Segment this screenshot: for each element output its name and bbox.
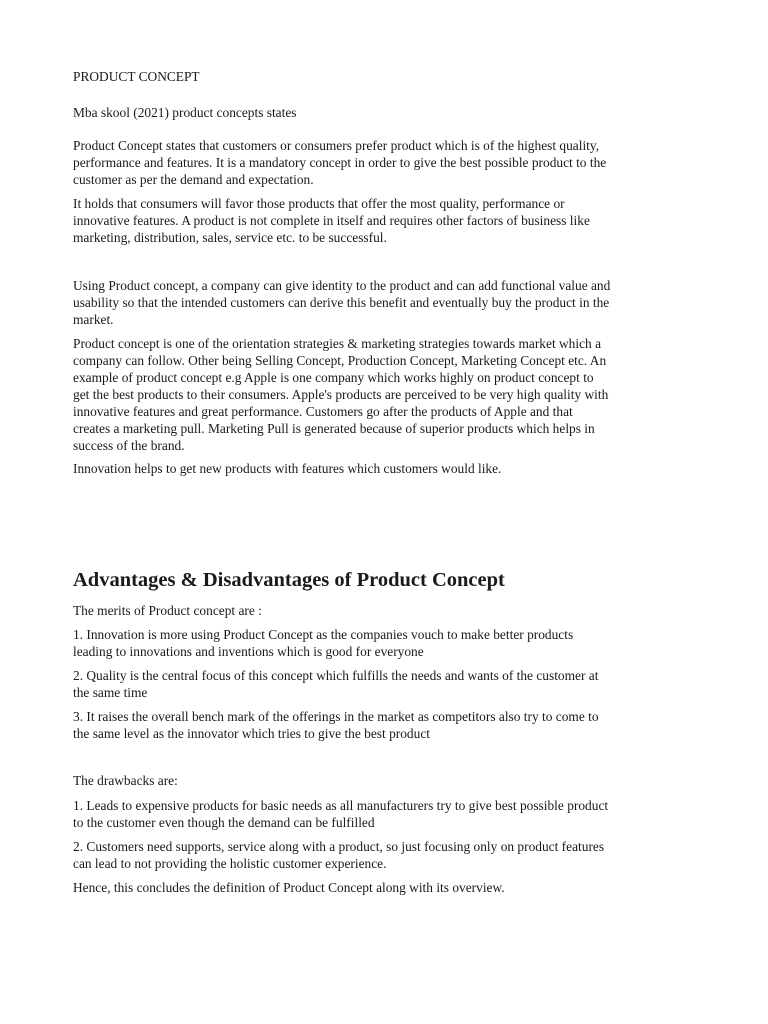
- paragraph-line: usability so that the intended customers can derive this benefit and eventually buy the product in the: [73, 295, 610, 310]
- list-item-line: the same level as the innovator which tries to give the best product: [73, 726, 430, 741]
- paragraph-line: market.: [73, 312, 114, 327]
- drawbacks-intro: The drawbacks are:: [73, 773, 178, 788]
- paragraph-line: customer as per the demand and expectation.: [73, 172, 314, 187]
- paragraph-line: Using Product concept, a company can give identity to the product and can add functional value and: [73, 278, 611, 293]
- paragraph-line: Product concept is one of the orientation strategies & marketing strategies towards market which a: [73, 336, 602, 351]
- list-item-line: to the customer even though the demand can be fulfilled: [73, 815, 375, 830]
- intro-paragraph-5: Innovation helps to get new products with features which customers would like.: [73, 461, 502, 476]
- list-item-line: 1. Innovation is more using Product Concept as the companies vouch to make better products: [73, 627, 574, 642]
- list-item-line: can lead to not providing the holistic customer experience.: [73, 856, 387, 871]
- paragraph-line: creates a marketing pull. Marketing Pull is generated because of superior products which helps in: [73, 421, 595, 436]
- list-item-line: 2. Quality is the central focus of this concept which fulfills the needs and wants of the customer at: [73, 668, 599, 683]
- paragraph-line: innovative features and great performance. Customers go after the products of Apple and that: [73, 404, 573, 419]
- document-title: PRODUCT CONCEPT: [73, 69, 200, 84]
- paragraph-line: performance and features. It is a mandatory concept in order to give the best possible product to the: [73, 155, 607, 170]
- paragraph-line: It holds that consumers will favor those products that offer the most quality, performance or: [73, 196, 565, 211]
- source-line: Mba skool (2021) product concepts states: [73, 105, 297, 120]
- paragraph-line: company can follow. Other being Selling Concept, Production Concept, Marketing Concept etc. An: [73, 353, 607, 368]
- list-item-line: the same time: [73, 685, 148, 700]
- paragraph-line: example of product concept e.g Apple is one company which works highly on product concept to: [73, 370, 594, 385]
- section-heading: Advantages & Disadvantages of Product Concept: [73, 569, 505, 591]
- paragraph-line: success of the brand.: [73, 438, 185, 453]
- conclusion: Hence, this concludes the definition of Product Concept along with its overview.: [73, 880, 505, 895]
- list-item-line: 2. Customers need supports, service along with a product, so just focusing only on product features: [73, 839, 605, 854]
- paragraph-line: marketing, distribution, sales, service etc. to be successful.: [73, 230, 387, 245]
- paragraph-line: Product Concept states that customers or consumers prefer product which is of the highest quality,: [73, 138, 600, 153]
- merits-intro: The merits of Product concept are :: [73, 603, 262, 618]
- list-item-line: 1. Leads to expensive products for basic needs as all manufacturers try to give best possible product: [73, 798, 609, 813]
- paragraph-line: innovative features. A product is not complete in itself and requires other factors of business like: [73, 213, 590, 228]
- paragraph-line: get the best products to their consumers. Apple's products are perceived to be very high quality with: [73, 387, 609, 402]
- list-item-line: leading to innovations and inventions which is good for everyone: [73, 644, 424, 659]
- list-item-line: 3. It raises the overall bench mark of the offerings in the market as competitors also try to come to: [73, 709, 599, 724]
